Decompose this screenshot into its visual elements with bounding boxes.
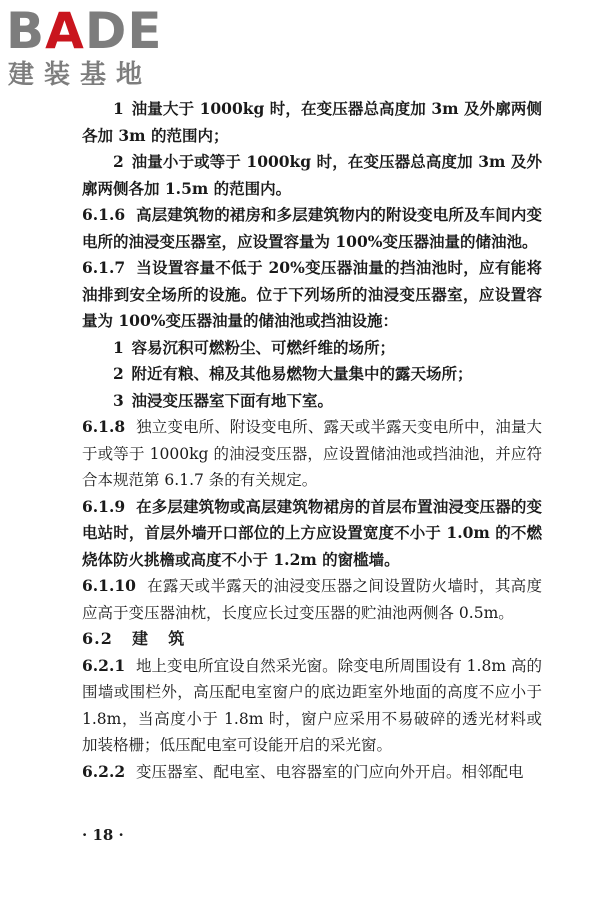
list-item: 3 油浸变压器室下面有地下室。 <box>113 390 334 410</box>
page-number: · 18 · <box>82 826 124 844</box>
clause-6-2-1: 6.2.1 地上变电所宜设自然采光窗。除变电所周围设有 1.8m 高的围墙或围栏外，高压配电室窗户的底边距室外地面的高度不应小于 1.8m，当高度小于 1.8m 时，窗户应采用不易破碎的透光材料或加装格栅；低压配电室可设能开启的采光窗。 <box>82 655 542 754</box>
clause-6-1-8: 6.1.8 独立变电所、附设变电所、露天或半露天变电所中，油量大于或等于 1000kg 的油浸变压器，应设置储油池或挡油池，并应符合本规范第 6.1.7 条的有关规定。 <box>82 417 542 489</box>
logo-wordmark: BADE <box>6 2 163 60</box>
clause-6-1-10: 6.1.10 在露天或半露天的油浸变压器之间设置防火墙时，其高度应高于变压器油枕，长度应长过变压器的贮油池两侧各 0.5m。 <box>82 576 542 622</box>
clause-6-1-9: 6.1.9 在多层建筑物或高层建筑物裙房的首层布置油浸变压器的变电站时，首层外墙开口部位的上方应设置宽度不小于 1.0m 的不燃烧体防火挑檐或高度不小于 1.2m 的窗槛墙。 <box>82 496 542 569</box>
clause-6-2-2: 6.2.2 变压器室、配电室、电容器室的门应向外开启。相邻配电 <box>82 761 524 781</box>
list-item: 1 油量大于 1000kg 时，在变压器总高度加 3m 及外廓两侧各加 3m 的范围内； <box>82 99 542 145</box>
document-body <box>82 96 542 785</box>
section-heading: 6.2 建 筑 <box>82 629 186 648</box>
list-item: 1 容易沉积可燃粉尘、可燃纤维的场所； <box>113 337 396 357</box>
clause-6-1-6: 6.1.6 高层建筑物的裙房和多层建筑物内的附设变电所及车间内变电所的油浸变压器室，应设置容量为 100%变压器油量的储油池。 <box>82 205 542 251</box>
list-item: 2 油量小于或等于 1000kg 时，在变压器总高度加 3m 及外廓两侧各加 1.5m 的范围内。 <box>82 152 542 198</box>
list-item: 2 附近有粮、棉及其他易燃物大量集中的露天场所； <box>113 364 473 383</box>
bade-logo <box>6 4 176 96</box>
clause-6-1-7: 6.1.7 当设置容量不低于 20%变压器油量的挡油池时，应有能将油排到安全场所的设施。位于下列场所的油浸变压器室，应设置容量为 100%变压器油量的储油池或挡油设施： <box>82 258 542 330</box>
logo-subtitle: 建装基地 <box>8 60 153 90</box>
